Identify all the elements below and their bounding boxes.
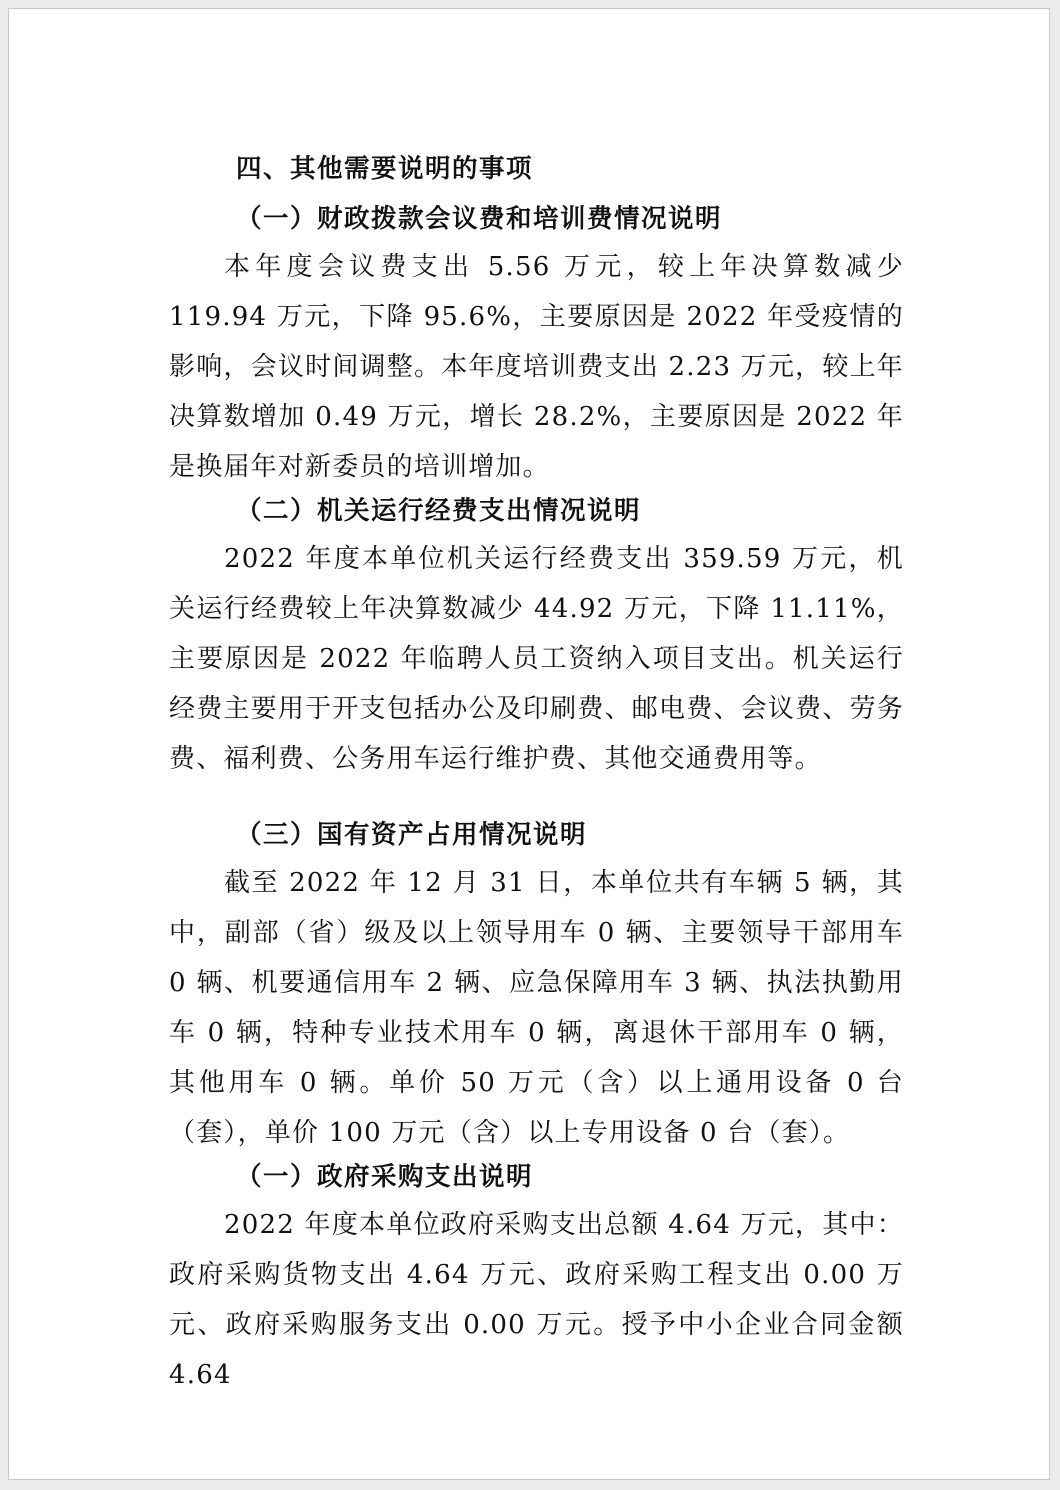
section-body-state-assets: 截至 2022 年 12 月 31 日，本单位共有车辆 5 辆，其中，副部（省）级及以上领导用车 0 辆、主要领导干部用车 0 辆、机要通信用车 2 辆、应急保障用车 3 辆、执法执勤用车 0 辆，特种专业技术用车 0 辆，离退休干部用车 0 辆，其他用车 0 辆。单价 50 万元（含）以上通用设备 0 台（套），单价 100 万元（含）以上专用设备 0 台（套）。 (169, 868, 904, 1148)
main-heading: 四、其他需要说明的事项 (236, 154, 534, 184)
section-title-meeting-training: （一）财政拨款会议费和培训费情况说明 (236, 204, 723, 234)
section-title-operating-expenses: （二）机关运行经费支出情况说明 (236, 496, 642, 526)
section-body-meeting-training: 本年度会议费支出 5.56 万元，较上年决算数减少 119.94 万元，下降 95.6%，主要原因是 2022 年受疫情的影响，会议时间调整。本年度培训费支出 2.23 万元，较上年决算数增加 0.49 万元，增长 28.2%，主要原因是 2022 年是换届年对新委员的培训增加。 (169, 252, 904, 482)
section-title-state-assets: （三）国有资产占用情况说明 (236, 820, 588, 850)
document-page (8, 8, 1050, 1480)
section-body-government-procurement: 2022 年度本单位政府采购支出总额 4.64 万元，其中：政府采购货物支出 4.64 万元、政府采购工程支出 0.00 万元、政府采购服务支出 0.00 万元。授予中小企业合同金额 4.64 (169, 1210, 904, 1390)
section-title-government-procurement: （一）政府采购支出说明 (236, 1162, 534, 1192)
section-body-operating-expenses: 2022 年度本单位机关运行经费支出 359.59 万元，机关运行经费较上年决算数减少 44.92 万元，下降 11.11%，主要原因是 2022 年临聘人员工资纳入项目支出。机关运行经费主要用于开支包括办公及印刷费、邮电费、会议费、劳务费、福利费、公务用车运行维护费、其他交通费用等。 (169, 544, 904, 774)
